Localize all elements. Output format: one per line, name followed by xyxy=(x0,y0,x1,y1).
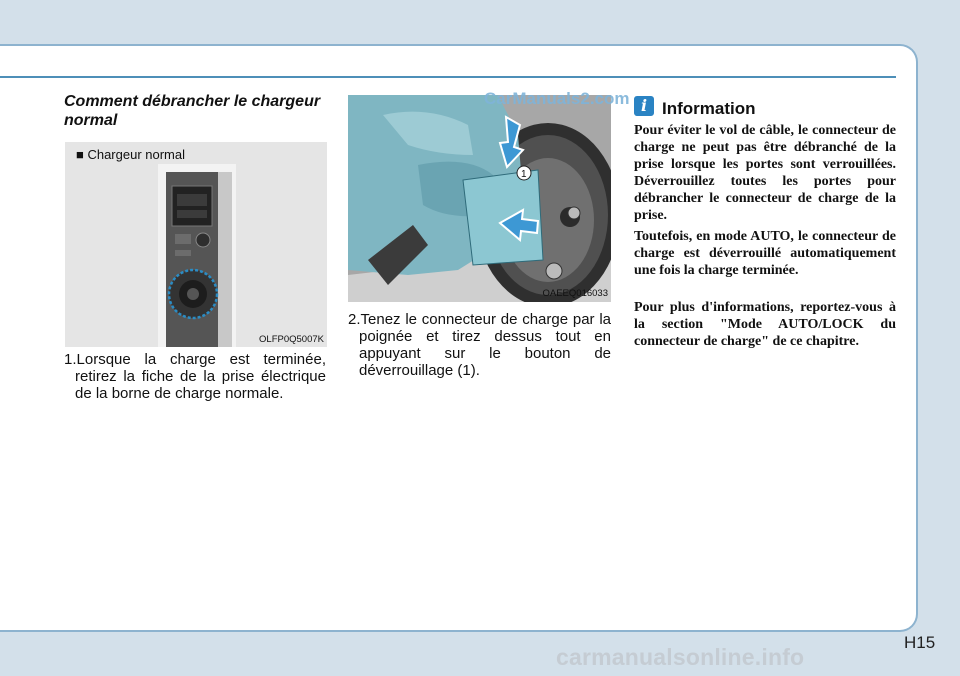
top-rule xyxy=(0,76,896,78)
connector-unplug-illustration xyxy=(348,95,611,302)
callout-number: 1 xyxy=(521,169,527,180)
watermark-bottom: carmanualsonline.info xyxy=(556,644,805,670)
figure-caption: ■ Chargeur normal xyxy=(76,147,186,162)
figure-code: OLFP0Q5007K xyxy=(259,334,324,345)
info-title: Information xyxy=(662,99,756,118)
charger-station-illustration xyxy=(65,142,327,347)
step-1: 1.Lorsque la charge est terminée, retirez la fiche de la prise électrique de la borne de charge normale. xyxy=(64,351,326,402)
info-paragraph: Pour éviter le vol de câble, le connecteur de charge ne peut pas être débranché de la prise lorsque les portes sont verrouillées. Déverrouillez toutes les portes pour débrancher le connecteur de charge de la prise. xyxy=(634,123,896,223)
info-icon: i xyxy=(634,96,654,116)
watermark-top: CarManuals2.com xyxy=(484,89,630,108)
figure-unplug-connector xyxy=(348,95,611,302)
info-paragraph: Toutefois, en mode AUTO, le connecteur de charge est déverrouillé automatiquement une fois la charge terminée. xyxy=(634,229,896,278)
figure-normal-charger xyxy=(65,142,327,347)
info-paragraph: Pour plus d'informations, reportez-vous à la section "Mode AUTO/LOCK du connecteur de charge" de ce chapitre. xyxy=(634,300,896,349)
figure-code: OAEEQ016033 xyxy=(542,288,608,299)
step-2: 2.Tenez le connecteur de charge par la poignée et tirez dessus tout en appuyant sur le bouton de déverrouillage (1). xyxy=(348,311,611,379)
section-heading: Comment débrancher le chargeur normal xyxy=(64,93,321,129)
page-number: H15 xyxy=(904,633,936,652)
